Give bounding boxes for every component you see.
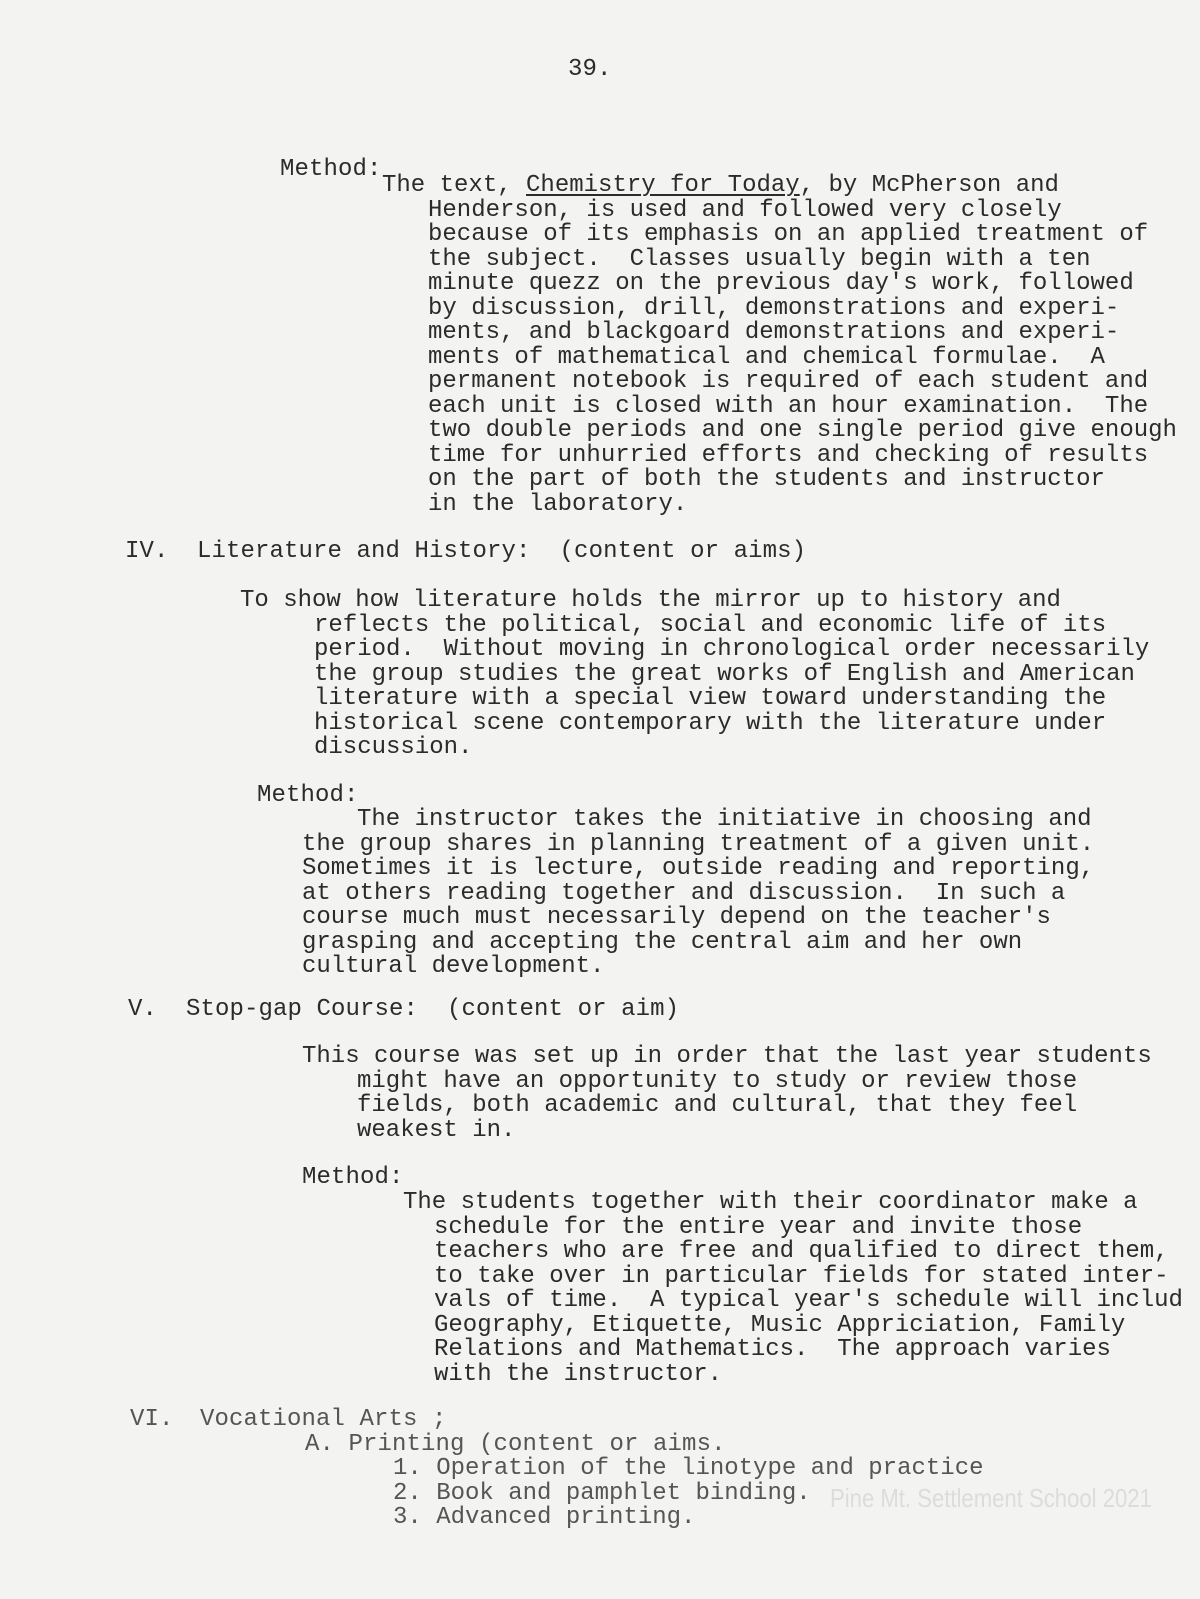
paragraph-line: vals of time. A typical year's schedule will includ (434, 1287, 1183, 1314)
paragraph-line: This course was set up in order that the last year students (302, 1043, 1152, 1070)
method-label: Method: (280, 156, 382, 183)
section-vi-numeral: VI. (130, 1406, 174, 1433)
paragraph-line: To show how literature holds the mirror up to history and (240, 587, 1061, 614)
section-v-numeral: V. (128, 996, 158, 1023)
paragraph-line: The students together with their coordinator make a (403, 1189, 1138, 1216)
list-item: 2. Book and pamphlet binding. (393, 1479, 811, 1507)
paragraph-line: two double periods and one single period give enough (428, 417, 1177, 444)
section-v-aims (302, 1043, 1152, 1144)
text: The text, (382, 172, 527, 199)
paragraph-line: cultural development. (302, 953, 605, 980)
paragraph-line: because of its emphasis on an applied treatment of (428, 221, 1149, 248)
paragraph-line: grasping and accepting the central aim and her own (302, 928, 1023, 956)
paragraph-line: to take over in particular fields for stated inter- (434, 1262, 1169, 1290)
paragraph-line: might have an opportunity to study or review those (357, 1067, 1078, 1095)
paragraph-line: permanent notebook is required of each student and (428, 368, 1149, 395)
paragraph-line: literature with a special view toward understanding the (314, 685, 1107, 712)
paragraph-line: schedule for the entire year and invite those (434, 1213, 1083, 1241)
list-item: 3. Advanced printing. (393, 1504, 696, 1531)
list-item: 1. Operation of the linotype and practice (393, 1455, 984, 1482)
watermark: Pine Mt. Settlement School 2021 (830, 1483, 1152, 1513)
paragraph-line: fields, both academic and cultural, that they feel (357, 1092, 1078, 1119)
paragraph-line: reflects the political, social and economic life of its (314, 611, 1107, 639)
paragraph-line: weakest in. (357, 1116, 516, 1144)
paragraph-line: on the part of both the students and instructor (428, 466, 1105, 493)
section-iv-aims (240, 587, 1150, 761)
paragraph-line: teachers who are free and qualified to direct them, (434, 1238, 1169, 1265)
text: , by McPherson and (799, 172, 1059, 199)
section-vi-subheading: A. Printing (content or aims. (305, 1431, 726, 1458)
section-iv-heading: Literature and History: (content or aims) (197, 538, 807, 565)
paragraph-line: minute quezz on the previous day's work, followed (428, 270, 1134, 297)
paragraph-line: historical scene contemporary with the literature under (314, 709, 1107, 737)
paragraph-line: discussion. (314, 734, 473, 761)
paragraph-line: the subject. Classes usually begin with a ten (428, 245, 1091, 273)
section-v-heading: Stop-gap Course: (content or aim) (186, 996, 680, 1023)
paragraph-line: the group studies the great works of English and American (314, 660, 1135, 688)
paragraph-line: at others reading together and discussion. In such a (302, 879, 1066, 907)
section-iv-method (302, 808, 1094, 980)
paragraph-line: period. Without moving in chronological order necessarily (314, 636, 1150, 663)
paragraph-line: with the instructor. (434, 1360, 723, 1388)
paragraph-line: Sometimes it is lecture, outside reading and reporting, (302, 855, 1095, 882)
paragraph-line: ments, and blackgoard demonstrations and experi- (428, 319, 1120, 346)
paragraph-line: in the laboratory. (428, 490, 688, 518)
paragraph-line: by discussion, drill, demonstrations and experi- (428, 294, 1120, 322)
paragraph-line: each unit is closed with an hour examination. The (428, 392, 1149, 420)
page-number: 39. (568, 56, 612, 83)
paragraph-line (382, 174, 1177, 199)
paragraph-line: Relations and Mathematics. The approach varies (434, 1336, 1111, 1363)
paragraph-line: ments of mathematical and chemical formulae. A (428, 343, 1105, 371)
paragraph-line: Geography, Etiquette, Music Appriciation, Family (434, 1311, 1126, 1339)
section-v-method (403, 1189, 1183, 1388)
chemistry-method-paragraph (382, 172, 1177, 518)
paragraph-line: the group shares in planning treatment of a given unit. (302, 830, 1095, 858)
book-title: Chemistry for Today (526, 172, 800, 199)
paragraph-line: Henderson, is used and followed very closely (428, 196, 1062, 224)
paragraph-line: The instructor takes the initiative in choosing and (357, 806, 1092, 833)
paragraph-line: time for unhurried efforts and checking of results (428, 441, 1149, 469)
method-label: Method: (302, 1164, 404, 1191)
section-iv-numeral: IV. (125, 538, 169, 565)
section-vi-heading: Vocational Arts ; (200, 1406, 447, 1433)
method-label: Method: (257, 782, 359, 809)
paragraph-line: course much must necessarily depend on the teacher's (302, 904, 1051, 931)
